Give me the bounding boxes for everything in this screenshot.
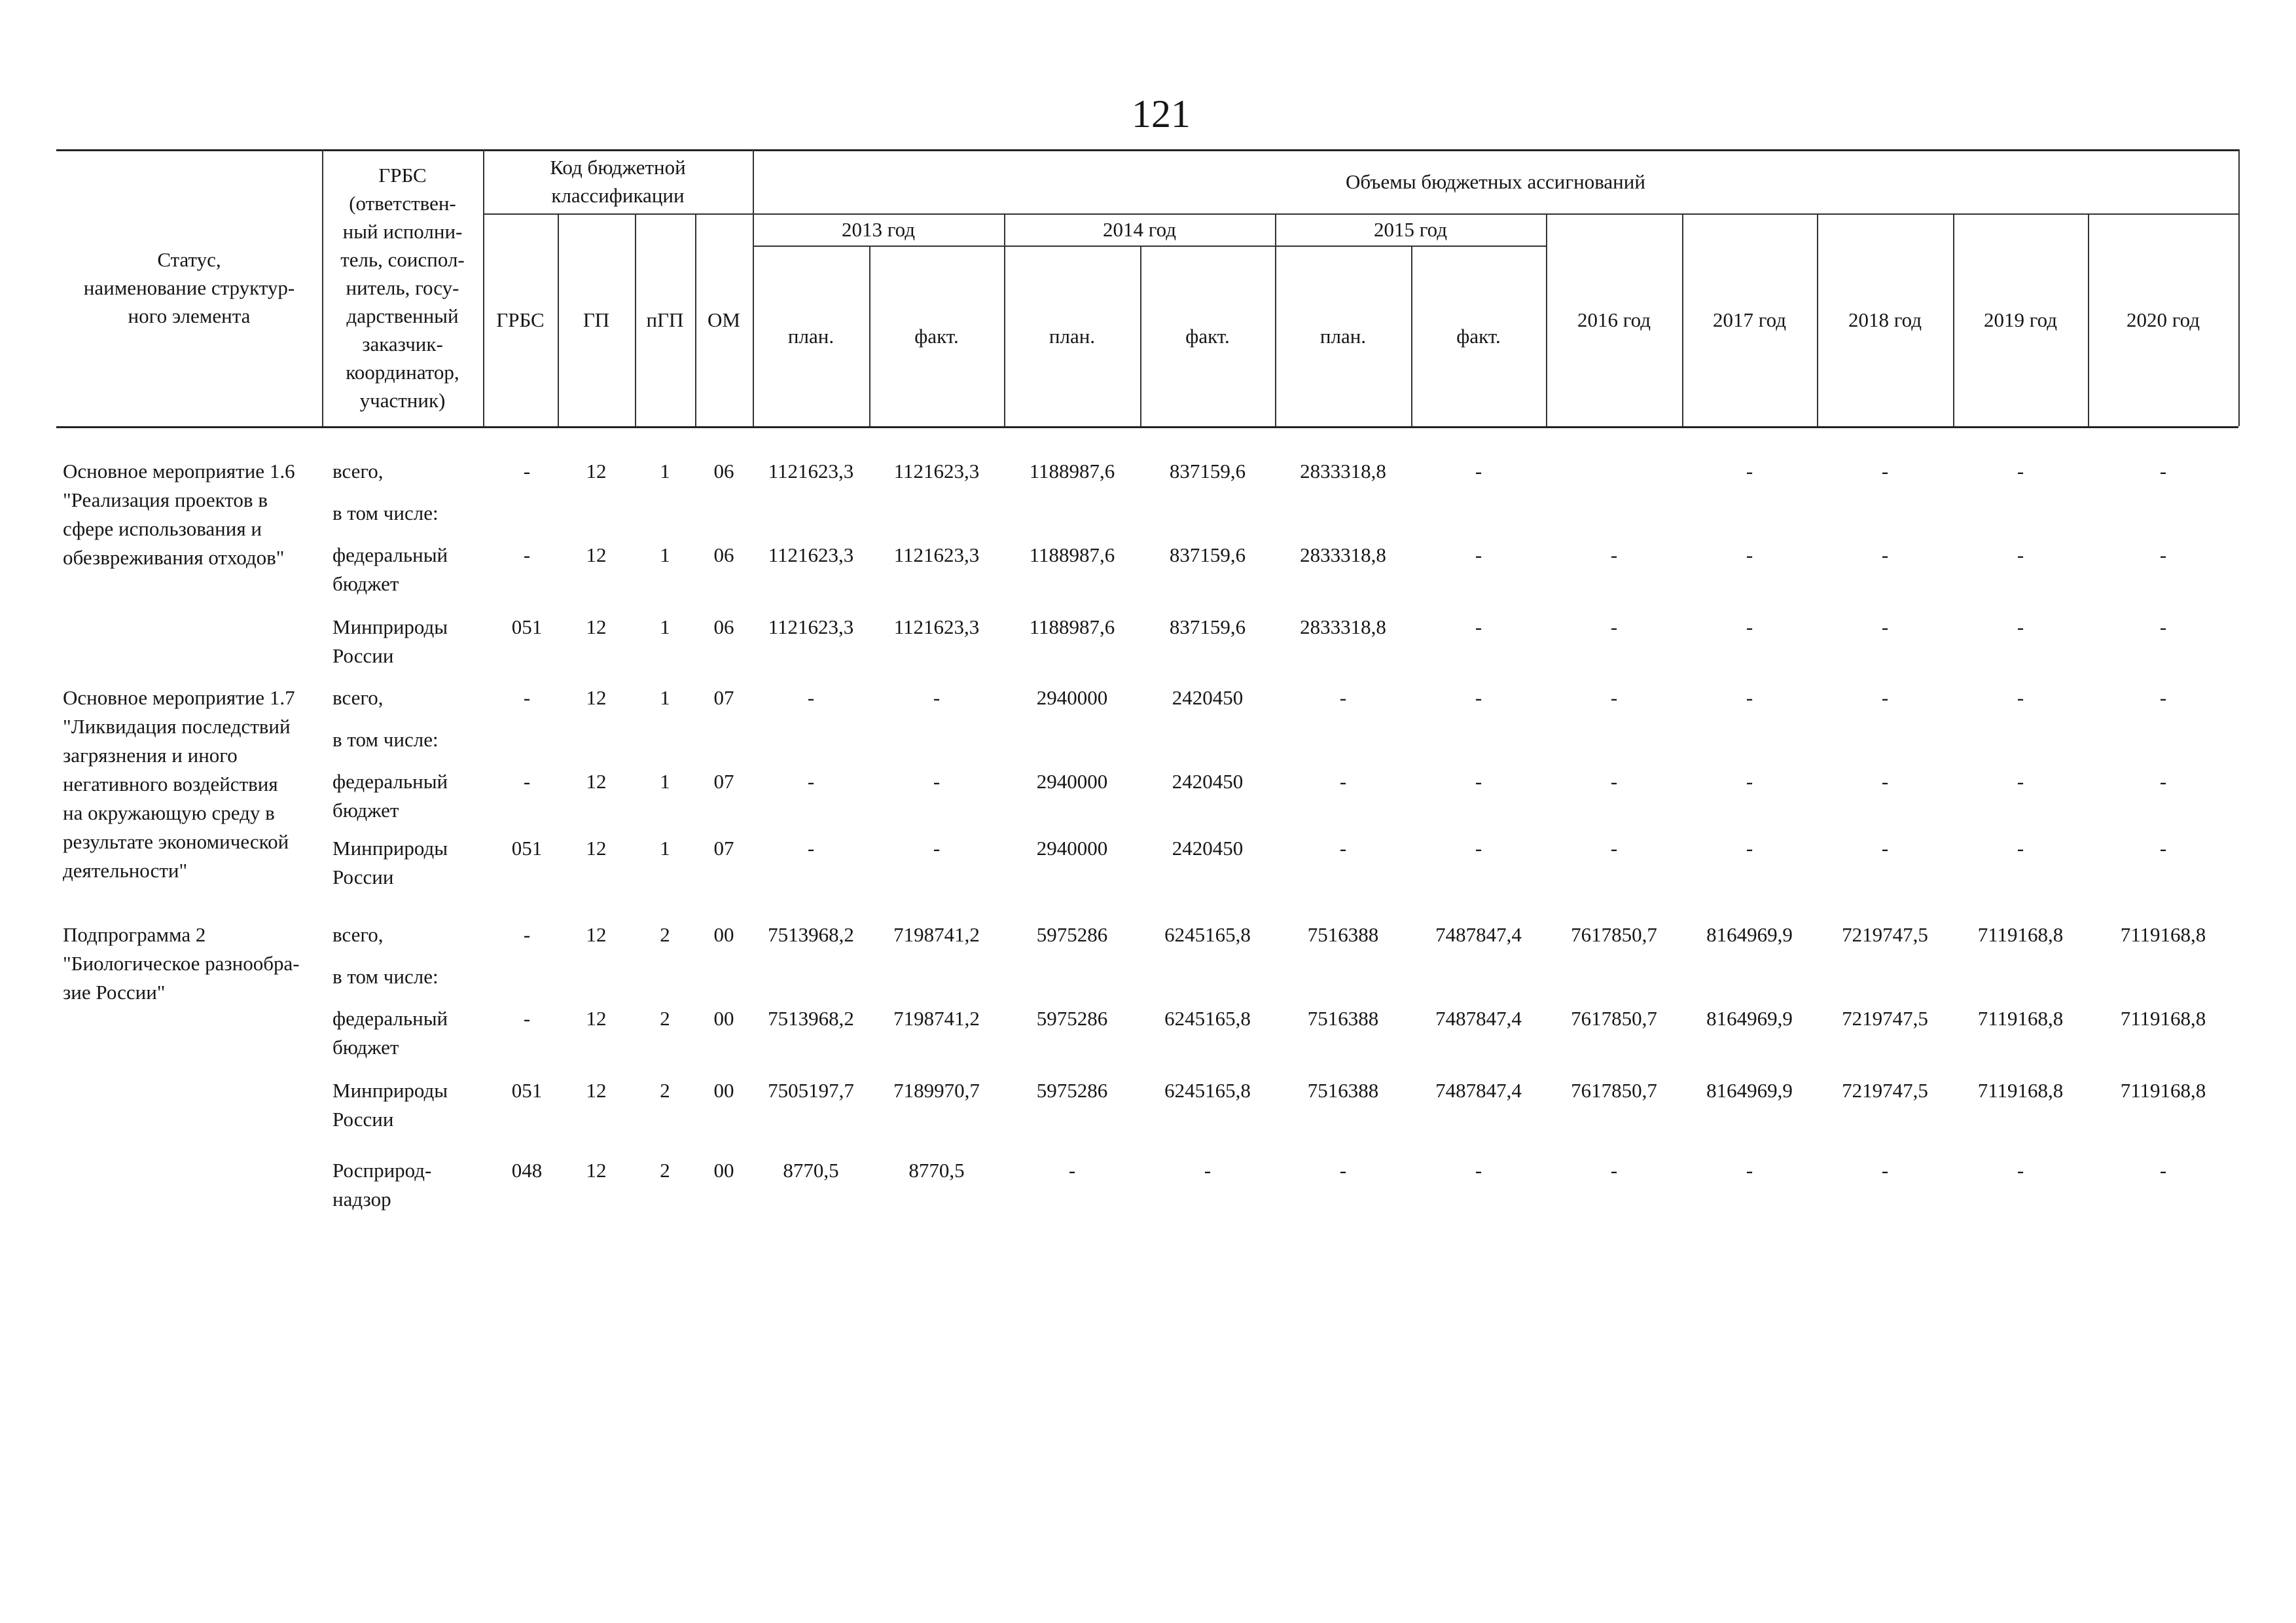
table-cell: - bbox=[1881, 460, 1889, 483]
table-cell: - bbox=[1339, 686, 1347, 709]
table-cell: 06 bbox=[713, 460, 734, 483]
table-cell: - bbox=[1339, 837, 1347, 860]
table-cell: 1 bbox=[660, 686, 670, 709]
table-cell: - bbox=[1339, 1159, 1347, 1182]
table-cell: 837159,6 bbox=[1169, 543, 1246, 566]
table-cell: - bbox=[1339, 770, 1347, 793]
table-cell: 2833318,8 bbox=[1300, 543, 1386, 566]
table-cell: 1121623,3 bbox=[768, 460, 854, 483]
table-cell: - bbox=[807, 770, 815, 793]
table-cell: 2940000 bbox=[1036, 686, 1108, 709]
table-cell: 2420450 bbox=[1172, 770, 1244, 793]
row-label: Минприроды России bbox=[332, 1079, 448, 1131]
page-number: 121 bbox=[1132, 92, 1191, 136]
table-cell: 1 bbox=[660, 615, 670, 638]
table-cell: - bbox=[1881, 1159, 1889, 1182]
table-cell: 7617850,7 bbox=[1571, 1007, 1657, 1030]
table-cell: 7198741,2 bbox=[893, 1007, 980, 1030]
table-cell: 12 bbox=[586, 686, 607, 709]
table-cell: 7119168,8 bbox=[2120, 1079, 2206, 1102]
table-cell: 12 bbox=[586, 770, 607, 793]
table-cell: - bbox=[2159, 460, 2167, 483]
table-cell: 6245165,8 bbox=[1164, 923, 1251, 946]
table-cell: 7119168,8 bbox=[1977, 1007, 2064, 1030]
table-cell: - bbox=[1610, 615, 1618, 638]
row-label: Минприроды России bbox=[332, 615, 448, 667]
table-cell: 8164969,9 bbox=[1706, 1079, 1793, 1102]
header-year-2020: 2020 год bbox=[2126, 308, 2200, 331]
table-cell: 5975286 bbox=[1036, 1007, 1108, 1030]
header-year-2016: 2016 год bbox=[1577, 308, 1651, 331]
table-cell: 2940000 bbox=[1036, 837, 1108, 860]
row-label: всего, bbox=[332, 460, 384, 483]
table-cell: - bbox=[1475, 837, 1482, 860]
header-budget-code: Код бюджетной классификации bbox=[550, 156, 686, 207]
table-cell: 1 bbox=[660, 837, 670, 860]
row-label: федеральный бюджет bbox=[332, 1007, 448, 1059]
table-cell: - bbox=[1746, 1159, 1753, 1182]
table-cell: - bbox=[1610, 770, 1618, 793]
table-cell: 00 bbox=[713, 1079, 734, 1102]
table-cell: - bbox=[1204, 1159, 1211, 1182]
table-cell: 7219747,5 bbox=[1842, 1079, 1928, 1102]
table-cell: 7198741,2 bbox=[893, 923, 980, 946]
table-cell: 7516388 bbox=[1307, 923, 1379, 946]
table-cell: 2940000 bbox=[1036, 770, 1108, 793]
table-cell: 7487847,4 bbox=[1435, 1007, 1522, 1030]
table-cell: 5975286 bbox=[1036, 1079, 1108, 1102]
table-cell: - bbox=[2017, 460, 2024, 483]
header-plan: план. bbox=[1049, 324, 1096, 348]
table-cell: - bbox=[933, 837, 941, 860]
table-cell: 07 bbox=[713, 686, 734, 709]
row-label: в том числе: bbox=[332, 728, 439, 751]
table-cell: - bbox=[1475, 460, 1482, 483]
row-label: всего, bbox=[332, 923, 384, 946]
table-cell: - bbox=[523, 460, 531, 483]
table-cell: - bbox=[1746, 686, 1753, 709]
table-cell: - bbox=[523, 1007, 531, 1030]
table-cell: 7119168,8 bbox=[1977, 923, 2064, 946]
table-cell: 2 bbox=[660, 1007, 670, 1030]
table-cell: 1121623,3 bbox=[768, 543, 854, 566]
table-cell: - bbox=[1610, 837, 1618, 860]
table-cell: - bbox=[1881, 615, 1889, 638]
table-cell: 7516388 bbox=[1307, 1007, 1379, 1030]
table-cell: - bbox=[1610, 1159, 1618, 1182]
group-title: Подпрограмма 2 "Биологическое разнообра- зие России" bbox=[63, 923, 300, 1004]
table-cell: 837159,6 bbox=[1169, 460, 1246, 483]
table-cell: 00 bbox=[713, 1007, 734, 1030]
table-cell: 2833318,8 bbox=[1300, 460, 1386, 483]
table-cell: 6245165,8 bbox=[1164, 1007, 1251, 1030]
header-plan: план. bbox=[1319, 324, 1367, 348]
table-cell: 7617850,7 bbox=[1571, 923, 1657, 946]
table-cell: 2 bbox=[660, 1159, 670, 1182]
table-cell: 051 bbox=[511, 1079, 543, 1102]
table-cell: 048 bbox=[511, 1159, 543, 1182]
table-cell: - bbox=[2159, 686, 2167, 709]
table-cell: 00 bbox=[713, 1159, 734, 1182]
table-cell: 12 bbox=[586, 543, 607, 566]
table-cell: - bbox=[2159, 615, 2167, 638]
table-cell: 8164969,9 bbox=[1706, 923, 1793, 946]
table-cell: 1121623,3 bbox=[893, 460, 980, 483]
table-cell: - bbox=[1881, 770, 1889, 793]
group-title: Основное мероприятие 1.6 "Реализация проектов в сфере использования и обезвреживания отходов" bbox=[63, 460, 295, 569]
table-cell: 1 bbox=[660, 770, 670, 793]
table-cell: 12 bbox=[586, 923, 607, 946]
table-cell: - bbox=[1068, 1159, 1076, 1182]
table-cell: - bbox=[1475, 615, 1482, 638]
table-cell: - bbox=[1610, 686, 1618, 709]
table-cell: - bbox=[2017, 1159, 2024, 1182]
header-year-2014: 2014 год bbox=[1102, 218, 1177, 241]
table-cell: - bbox=[2159, 770, 2167, 793]
table-cell: 06 bbox=[713, 543, 734, 566]
table-cell: 7487847,4 bbox=[1435, 923, 1522, 946]
table-cell: 837159,6 bbox=[1169, 615, 1246, 638]
table-cell: - bbox=[523, 770, 531, 793]
row-label: в том числе: bbox=[332, 501, 439, 524]
table-cell: 1 bbox=[660, 460, 670, 483]
table-cell: 6245165,8 bbox=[1164, 1079, 1251, 1102]
table-cell: - bbox=[1610, 543, 1618, 566]
table-cell: 051 bbox=[511, 837, 543, 860]
header-grbs-responsible: ГРБС (ответствен- ный исполни- тель, соиспол- нитель, госу- дарственный заказчик- координатор, участник) bbox=[340, 164, 465, 412]
header-year-2013: 2013 год bbox=[841, 218, 916, 241]
table-cell: 12 bbox=[586, 1159, 607, 1182]
table-cell: - bbox=[807, 686, 815, 709]
table-cell: - bbox=[1746, 615, 1753, 638]
table-cell: 5975286 bbox=[1036, 923, 1108, 946]
table-cell: 8770,5 bbox=[783, 1159, 839, 1182]
table-cell: - bbox=[1746, 543, 1753, 566]
table-cell: - bbox=[2017, 686, 2024, 709]
table-cell: - bbox=[1475, 1159, 1482, 1182]
table-cell: - bbox=[1746, 837, 1753, 860]
table-cell: 2420450 bbox=[1172, 686, 1244, 709]
table-cell: 8164969,9 bbox=[1706, 1007, 1793, 1030]
table-cell: 7189970,7 bbox=[893, 1079, 980, 1102]
table-cell: 12 bbox=[586, 1079, 607, 1102]
header-year-2019: 2019 год bbox=[1983, 308, 2058, 331]
table-cell: - bbox=[523, 543, 531, 566]
table-cell: 7219747,5 bbox=[1842, 1007, 1928, 1030]
table-cell: 07 bbox=[713, 837, 734, 860]
group-title: Основное мероприятие 1.7 "Ликвидация последствий загрязнения и иного негативного воздействия на окружающую среду в результате экономической деятельности" bbox=[63, 686, 295, 882]
table-header-bottom-rule bbox=[56, 426, 2238, 428]
table-cell: 07 bbox=[713, 770, 734, 793]
table-cell: - bbox=[1881, 686, 1889, 709]
table-cell: - bbox=[1475, 686, 1482, 709]
table-cell: 12 bbox=[586, 837, 607, 860]
table-cell: 1188987,6 bbox=[1029, 460, 1115, 483]
table-cell: 051 bbox=[511, 615, 543, 638]
table-cell: - bbox=[1881, 837, 1889, 860]
table-cell: 7119168,8 bbox=[2120, 923, 2206, 946]
table-cell: - bbox=[1475, 543, 1482, 566]
table-cell: - bbox=[2159, 543, 2167, 566]
header-code-3: пГП bbox=[646, 308, 684, 331]
table-cell: 2420450 bbox=[1172, 837, 1244, 860]
table-cell: 2 bbox=[660, 923, 670, 946]
table-cell: 1188987,6 bbox=[1029, 615, 1115, 638]
table-cell: 8770,5 bbox=[908, 1159, 965, 1182]
row-label: федеральный бюджет bbox=[332, 770, 448, 822]
table-cell: 00 bbox=[713, 923, 734, 946]
table-cell: 7516388 bbox=[1307, 1079, 1379, 1102]
header-plan: план. bbox=[787, 324, 834, 348]
header-code-1: ГРБС bbox=[496, 308, 545, 331]
table-cell: - bbox=[2017, 543, 2024, 566]
table-cell: - bbox=[933, 686, 941, 709]
table-cell: - bbox=[2017, 837, 2024, 860]
table-cell: 7513968,2 bbox=[768, 923, 854, 946]
table-cell: 1121623,3 bbox=[768, 615, 854, 638]
row-label: Минприроды России bbox=[332, 837, 448, 888]
table-cell: 7119168,8 bbox=[2120, 1007, 2206, 1030]
row-label: Росприрод- надзор bbox=[332, 1159, 432, 1211]
table-cell: - bbox=[2159, 1159, 2167, 1182]
table-cell: 7219747,5 bbox=[1842, 923, 1928, 946]
table-cell: - bbox=[1881, 543, 1889, 566]
table-cell: - bbox=[933, 770, 941, 793]
table-cell: 1 bbox=[660, 543, 670, 566]
table-cell: 12 bbox=[586, 615, 607, 638]
header-budget-volumes: Объемы бюджетных ассигнований bbox=[1346, 170, 1645, 193]
table-cell: 7487847,4 bbox=[1435, 1079, 1522, 1102]
header-year-2015: 2015 год bbox=[1373, 218, 1448, 241]
table-cell: - bbox=[523, 923, 531, 946]
table-cell: 12 bbox=[586, 1007, 607, 1030]
table-cell: 06 bbox=[713, 615, 734, 638]
row-label: федеральный бюджет bbox=[332, 543, 448, 595]
table-cell: 7505197,7 bbox=[768, 1079, 854, 1102]
table-cell: - bbox=[2017, 770, 2024, 793]
table-cell: - bbox=[2017, 615, 2024, 638]
header-fact: факт. bbox=[1185, 324, 1230, 348]
table-cell: 1121623,3 bbox=[893, 543, 980, 566]
header-year-2017: 2017 год bbox=[1712, 308, 1787, 331]
table-cell: 7513968,2 bbox=[768, 1007, 854, 1030]
table-cell: - bbox=[2159, 837, 2167, 860]
table-cell: - bbox=[523, 686, 531, 709]
header-status: Статус, наименование структур- ного элемента bbox=[83, 248, 295, 327]
header-fact: факт. bbox=[1456, 324, 1501, 348]
table-cell: 1121623,3 bbox=[893, 615, 980, 638]
table-cell: 2833318,8 bbox=[1300, 615, 1386, 638]
table-cell: 7119168,8 bbox=[1977, 1079, 2064, 1102]
table-cell: - bbox=[1475, 770, 1482, 793]
row-label: в том числе: bbox=[332, 965, 439, 988]
table-cell: 1188987,6 bbox=[1029, 543, 1115, 566]
header-fact: факт. bbox=[914, 324, 959, 348]
grid-line-vertical bbox=[2238, 149, 2240, 426]
table-cell: 7617850,7 bbox=[1571, 1079, 1657, 1102]
table-cell: - bbox=[807, 837, 815, 860]
header-code-2: ГП bbox=[583, 308, 610, 331]
header-code-4: ОМ bbox=[708, 308, 740, 331]
table-cell: - bbox=[1746, 770, 1753, 793]
table-cell: 12 bbox=[586, 460, 607, 483]
header-year-2018: 2018 год bbox=[1848, 308, 1922, 331]
row-label: всего, bbox=[332, 686, 384, 709]
table-cell: 2 bbox=[660, 1079, 670, 1102]
table-cell: - bbox=[1746, 460, 1753, 483]
